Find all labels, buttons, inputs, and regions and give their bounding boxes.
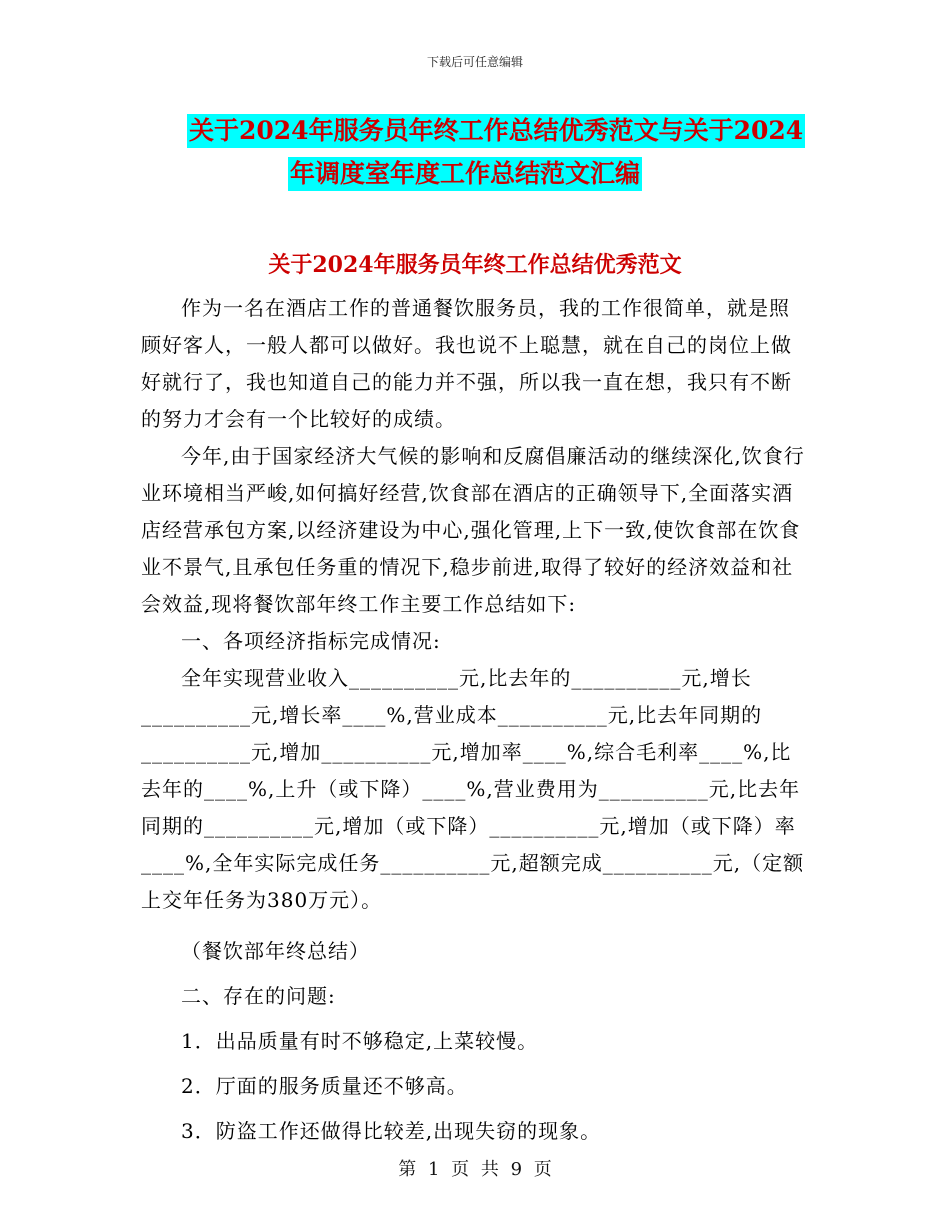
document-title-line-1: 关于2024年服务员年终工作总结优秀范文与关于2024 bbox=[187, 114, 805, 148]
page-number-footer: 第 1 页 共 9 页 bbox=[398, 1159, 552, 1180]
document-body bbox=[141, 290, 809, 1150]
heading-economic-indicators: 一、各项经济指标完成情况: bbox=[181, 629, 441, 653]
paragraph-note: （餐饮部年终总结） bbox=[181, 939, 370, 963]
paragraph-background: 今年,由于国家经济大气候的影响和反腐倡廉活动的继续深化,饮食行业环境相当严峻,如何搞好经营,饮食部在酒店的正确领导下,全面落实酒店经营承包方案,以经济建设为中心,强化管理,上下一致,使饮食部在饮食业不景气,且承包任务重的情况下,稳步前进,取得了较好的经济效益和社会效益,现将餐饮部年终工作主要工作总结如下: bbox=[141, 444, 805, 616]
paragraph-intro: 作为一名在酒店工作的普通餐饮服务员，我的工作很简单，就是照顾好客人，一般人都可以做好。我也说不上聪慧，就在自己的岗位上做好就行了，我也知道自己的能力并不强，所以我一直在想，我只有不断的努力才会有一个比较好的成绩。 bbox=[141, 296, 792, 431]
section-subtitle: 关于2024年服务员年终工作总结优秀范文 bbox=[268, 252, 682, 278]
page-header-note: 下载后可任意编辑 bbox=[426, 55, 523, 69]
paragraph-indicators-fill-in: 全年实现营业收入__________元,比去年的__________元,增长__________元,增长率____%,营业成本__________元,比去年同期的__________元,增加__________元,增加率____%,综合毛利率____%,比去年的____%,上升（或下降）____%,营业费用为__________元,比去年同期的__________元,增加（或下降）__________元,增加（或下降）率____%,全年实际完成任务__________元,超额完成__________元,（定额上交年任务为380万元）。 bbox=[141, 666, 805, 912]
problem-item-1: 1．出品质量有时不够稳定,上菜较慢。 bbox=[181, 1029, 539, 1053]
document-title-line-2: 年调度室年度工作总结范文汇编 bbox=[288, 157, 642, 191]
problem-item-2: 2．厅面的服务质量还不够高。 bbox=[181, 1074, 468, 1098]
heading-problems: 二、存在的问题: bbox=[181, 984, 336, 1008]
problem-item-3: 3．防盗工作还做得比较差,出现失窃的现象。 bbox=[181, 1119, 602, 1143]
